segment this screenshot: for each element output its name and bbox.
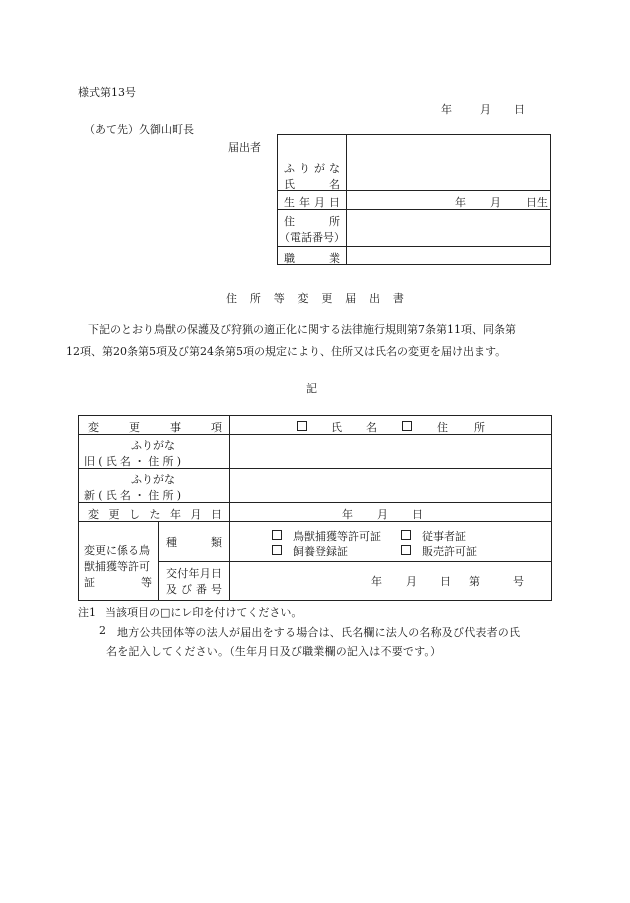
birth-month: 月 (490, 196, 501, 209)
type-worker-cert: 従事者証 (422, 530, 466, 543)
note-1: 当該項目の□にレ印を付けてください。 (105, 606, 303, 619)
address-checkbox[interactable] (402, 421, 412, 431)
worker-cert-checkbox[interactable] (401, 530, 411, 540)
body-line-2: 12項、第20条第5項及び第24条第5項の規定により、住所又は氏名の変更を届け出ます。 (66, 345, 507, 358)
note-2-mark: 2 (99, 624, 106, 637)
addressee: （あて先）久御山町長 (84, 123, 194, 136)
birth-year: 年 (455, 196, 466, 209)
occupation-label: 職 業 (284, 252, 340, 265)
breeding-reg-checkbox[interactable] (272, 545, 282, 555)
change-date-month: 月 (377, 508, 388, 521)
new-furigana: ふりがな (131, 473, 175, 486)
address-label: 住 所 (284, 215, 340, 228)
date-year: 年 (441, 103, 452, 116)
option-name: 氏 名 (331, 421, 377, 434)
birthdate-label: 生 年 月 日 (284, 196, 340, 209)
body-text (66, 319, 561, 363)
change-date-day: 日 (412, 508, 423, 521)
note-2-line-1: 地方公共団体等の法人が届出をする場合は、氏名欄に法人の名称及び代表者の氏 (117, 626, 521, 639)
birth-day: 日生 (526, 196, 548, 209)
change-date-label: 変 更 し た 年 月 日 (88, 508, 222, 521)
type-breeding-reg: 飼養登録証 (293, 545, 348, 558)
note-2-line-2: 名を記入してください。（生年月日及び職業欄の記入は不要です。） (106, 645, 442, 658)
change-date-year: 年 (342, 508, 353, 521)
old-furigana: ふりがな (131, 439, 175, 452)
phone-label: （電話番号） (279, 231, 345, 244)
body-line-1: 下記のとおり鳥獣の保護及び狩猟の適正化に関する法律施行規則第7条第11項、同条第 (88, 323, 516, 336)
ki-mark: 記 (306, 382, 317, 395)
form-number: 様式第13号 (78, 86, 136, 99)
applicant-label: 届出者 (228, 141, 261, 154)
option-address: 住 所 (437, 421, 485, 434)
capture-permit-checkbox[interactable] (272, 530, 282, 540)
sales-permit-checkbox[interactable] (401, 545, 411, 555)
name-checkbox[interactable] (297, 421, 307, 431)
type-label: 種 類 (166, 536, 222, 549)
new-label: 新(氏名・住所) (84, 489, 185, 502)
type-sales-permit: 販売許可証 (422, 545, 477, 558)
applicant-furigana: ふ り が な (284, 162, 340, 175)
document-title: 住 所 等 変 更 届 出 書 (226, 292, 404, 305)
applicant-name-label: 氏 名 (284, 178, 340, 191)
change-item-label: 変 更 事 項 (88, 421, 222, 434)
date-day: 日 (514, 103, 525, 116)
date-month: 月 (480, 103, 491, 116)
old-label: 旧(氏名・住所) (84, 455, 185, 468)
type-capture-permit: 鳥獣捕獲等許可証 (293, 530, 381, 543)
note-1-mark: 注1 (78, 606, 96, 619)
